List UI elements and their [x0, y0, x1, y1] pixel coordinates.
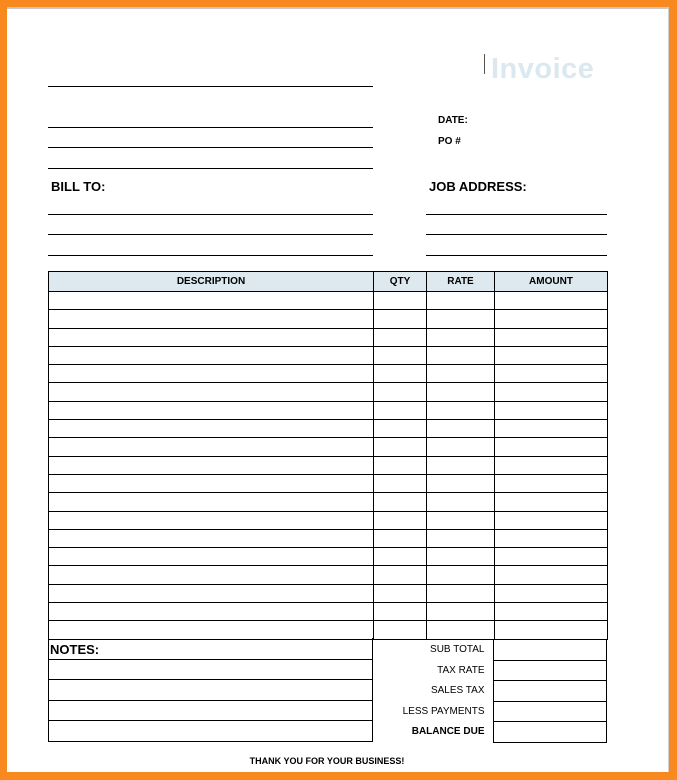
amount-cell[interactable]: [495, 566, 608, 584]
table-row: [49, 401, 608, 419]
description-cell[interactable]: [49, 511, 374, 529]
invoice-page: [7, 7, 669, 772]
table-row: [49, 493, 608, 511]
line-items-header: [49, 272, 608, 292]
totals-value-cell[interactable]: [493, 640, 606, 661]
description-cell[interactable]: [49, 346, 374, 364]
notes-line-3[interactable]: [48, 700, 373, 701]
description-cell[interactable]: [49, 493, 374, 511]
amount-cell[interactable]: [495, 456, 608, 474]
rate-cell[interactable]: [427, 584, 495, 602]
table-row: [49, 474, 608, 492]
description-cell[interactable]: [49, 383, 374, 401]
description-cell[interactable]: [49, 292, 374, 310]
amount-cell[interactable]: [495, 310, 608, 328]
notes-line-4[interactable]: [48, 720, 373, 721]
table-row: [49, 420, 608, 438]
totals-label: SUB TOTAL: [430, 644, 485, 656]
rate-cell[interactable]: [427, 456, 495, 474]
rate-cell[interactable]: [427, 438, 495, 456]
qty-cell[interactable]: [374, 474, 427, 492]
qty-cell[interactable]: [374, 328, 427, 346]
table-row: [49, 292, 608, 310]
table-row: [49, 511, 608, 529]
amount-cell[interactable]: [495, 584, 608, 602]
rate-cell[interactable]: [427, 383, 495, 401]
bill-to-line-1[interactable]: [48, 214, 373, 215]
notes-line-1[interactable]: [48, 659, 373, 660]
qty-cell[interactable]: [374, 383, 427, 401]
amount-cell[interactable]: [495, 474, 608, 492]
job-address-line-2[interactable]: [426, 234, 607, 235]
qty-cell[interactable]: [374, 603, 427, 621]
thank-you-footer: THANK YOU FOR YOUR BUSINESS!: [249, 756, 405, 766]
notes-line-2[interactable]: [48, 679, 373, 680]
amount-cell[interactable]: [495, 328, 608, 346]
totals-value-cell[interactable]: [493, 701, 606, 722]
totals-row: [373, 660, 606, 681]
rate-cell[interactable]: [427, 401, 495, 419]
line-items-body: [49, 292, 608, 640]
amount-cell[interactable]: [495, 438, 608, 456]
amount-cell[interactable]: [495, 401, 608, 419]
table-row: [49, 346, 608, 364]
notes-line-5[interactable]: [48, 741, 373, 742]
amount-cell[interactable]: [495, 548, 608, 566]
table-row: [49, 328, 608, 346]
qty-cell[interactable]: [374, 420, 427, 438]
bill-to-label: BILL TO:: [51, 179, 106, 194]
qty-cell[interactable]: [374, 566, 427, 584]
totals-body: [373, 640, 606, 743]
totals-row: [373, 640, 606, 661]
table-row: [49, 310, 608, 328]
description-cell[interactable]: [49, 529, 374, 547]
description-cell[interactable]: [49, 584, 374, 602]
table-row: [49, 548, 608, 566]
totals-value-cell[interactable]: [493, 681, 606, 702]
amount-cell[interactable]: [495, 603, 608, 621]
qty-cell[interactable]: [374, 456, 427, 474]
amount-cell[interactable]: [495, 346, 608, 364]
table-row: [49, 566, 608, 584]
rate-cell[interactable]: [427, 365, 495, 383]
qty-cell[interactable]: [374, 493, 427, 511]
company-address-line-2[interactable]: [48, 147, 373, 148]
totals-label: LESS PAYMENTS: [402, 705, 485, 717]
amount-cell[interactable]: [495, 420, 608, 438]
date-label: DATE:: [438, 115, 468, 126]
table-row: [49, 383, 608, 401]
description-cell[interactable]: [49, 566, 374, 584]
bill-to-line-3[interactable]: [48, 255, 373, 256]
rate-cell[interactable]: [427, 310, 495, 328]
rate-cell[interactable]: [427, 566, 495, 584]
table-row: [49, 584, 608, 602]
totals-row: [373, 681, 606, 702]
po-label: PO #: [438, 136, 461, 147]
rate-cell[interactable]: [427, 529, 495, 547]
description-cell[interactable]: [49, 328, 374, 346]
table-row: [49, 603, 608, 621]
table-row: [49, 438, 608, 456]
description-cell[interactable]: [49, 438, 374, 456]
description-cell[interactable]: [49, 310, 374, 328]
description-cell[interactable]: [49, 365, 374, 383]
totals-label: BALANCE DUE: [411, 726, 485, 738]
line-items-table: [48, 271, 608, 640]
text-cursor: [484, 54, 485, 74]
rate-cell[interactable]: [427, 328, 495, 346]
company-address-line-3[interactable]: [48, 168, 373, 169]
bill-to-line-2[interactable]: [48, 234, 373, 235]
rate-cell[interactable]: [427, 511, 495, 529]
company-address-line-1[interactable]: [48, 127, 373, 128]
amount-cell[interactable]: [495, 529, 608, 547]
qty-cell[interactable]: [374, 401, 427, 419]
invoice-title: Invoice: [491, 53, 595, 85]
totals-label: SALES TAX: [430, 685, 485, 697]
description-cell[interactable]: [49, 603, 374, 621]
description-cell[interactable]: [49, 420, 374, 438]
company-name-line[interactable]: [48, 86, 373, 87]
qty-header: QTY: [374, 272, 427, 292]
job-address-label: JOB ADDRESS:: [429, 179, 527, 194]
qty-cell[interactable]: [374, 511, 427, 529]
totals-table: [373, 639, 607, 743]
rate-cell[interactable]: [427, 493, 495, 511]
rate-header: RATE: [427, 272, 495, 292]
table-row: [49, 621, 608, 639]
amount-cell[interactable]: [495, 621, 608, 639]
amount-cell[interactable]: [495, 365, 608, 383]
description-cell[interactable]: [49, 401, 374, 419]
table-row: [49, 529, 608, 547]
notes-label: NOTES:: [50, 642, 100, 657]
qty-cell[interactable]: [374, 438, 427, 456]
amount-cell[interactable]: [495, 511, 608, 529]
job-address-line-3[interactable]: [426, 255, 607, 256]
totals-value-cell[interactable]: [493, 722, 606, 743]
qty-cell[interactable]: [374, 621, 427, 639]
amount-cell[interactable]: [495, 383, 608, 401]
job-address-line-1[interactable]: [426, 214, 607, 215]
totals-value-cell[interactable]: [493, 660, 606, 681]
totals-label: TAX RATE: [437, 664, 485, 676]
qty-cell[interactable]: [374, 584, 427, 602]
totals-row: [373, 722, 606, 743]
totals-row: [373, 701, 606, 722]
rate-cell[interactable]: [427, 346, 495, 364]
rate-cell[interactable]: [427, 474, 495, 492]
description-header: DESCRIPTION: [49, 272, 374, 292]
rate-cell[interactable]: [427, 420, 495, 438]
notes-left-border: [48, 638, 49, 742]
qty-cell[interactable]: [374, 292, 427, 310]
rate-cell[interactable]: [427, 603, 495, 621]
qty-cell[interactable]: [374, 310, 427, 328]
amount-header: AMOUNT: [495, 272, 608, 292]
description-cell[interactable]: [49, 548, 374, 566]
qty-cell[interactable]: [374, 529, 427, 547]
table-row: [49, 456, 608, 474]
amount-cell[interactable]: [495, 493, 608, 511]
rate-cell[interactable]: [427, 621, 495, 639]
description-cell[interactable]: [49, 474, 374, 492]
table-row: [49, 365, 608, 383]
description-cell[interactable]: [49, 621, 374, 639]
description-cell[interactable]: [49, 456, 374, 474]
qty-cell[interactable]: [374, 346, 427, 364]
rate-cell[interactable]: [427, 548, 495, 566]
qty-cell[interactable]: [374, 365, 427, 383]
rate-cell[interactable]: [427, 292, 495, 310]
qty-cell[interactable]: [374, 548, 427, 566]
amount-cell[interactable]: [495, 292, 608, 310]
